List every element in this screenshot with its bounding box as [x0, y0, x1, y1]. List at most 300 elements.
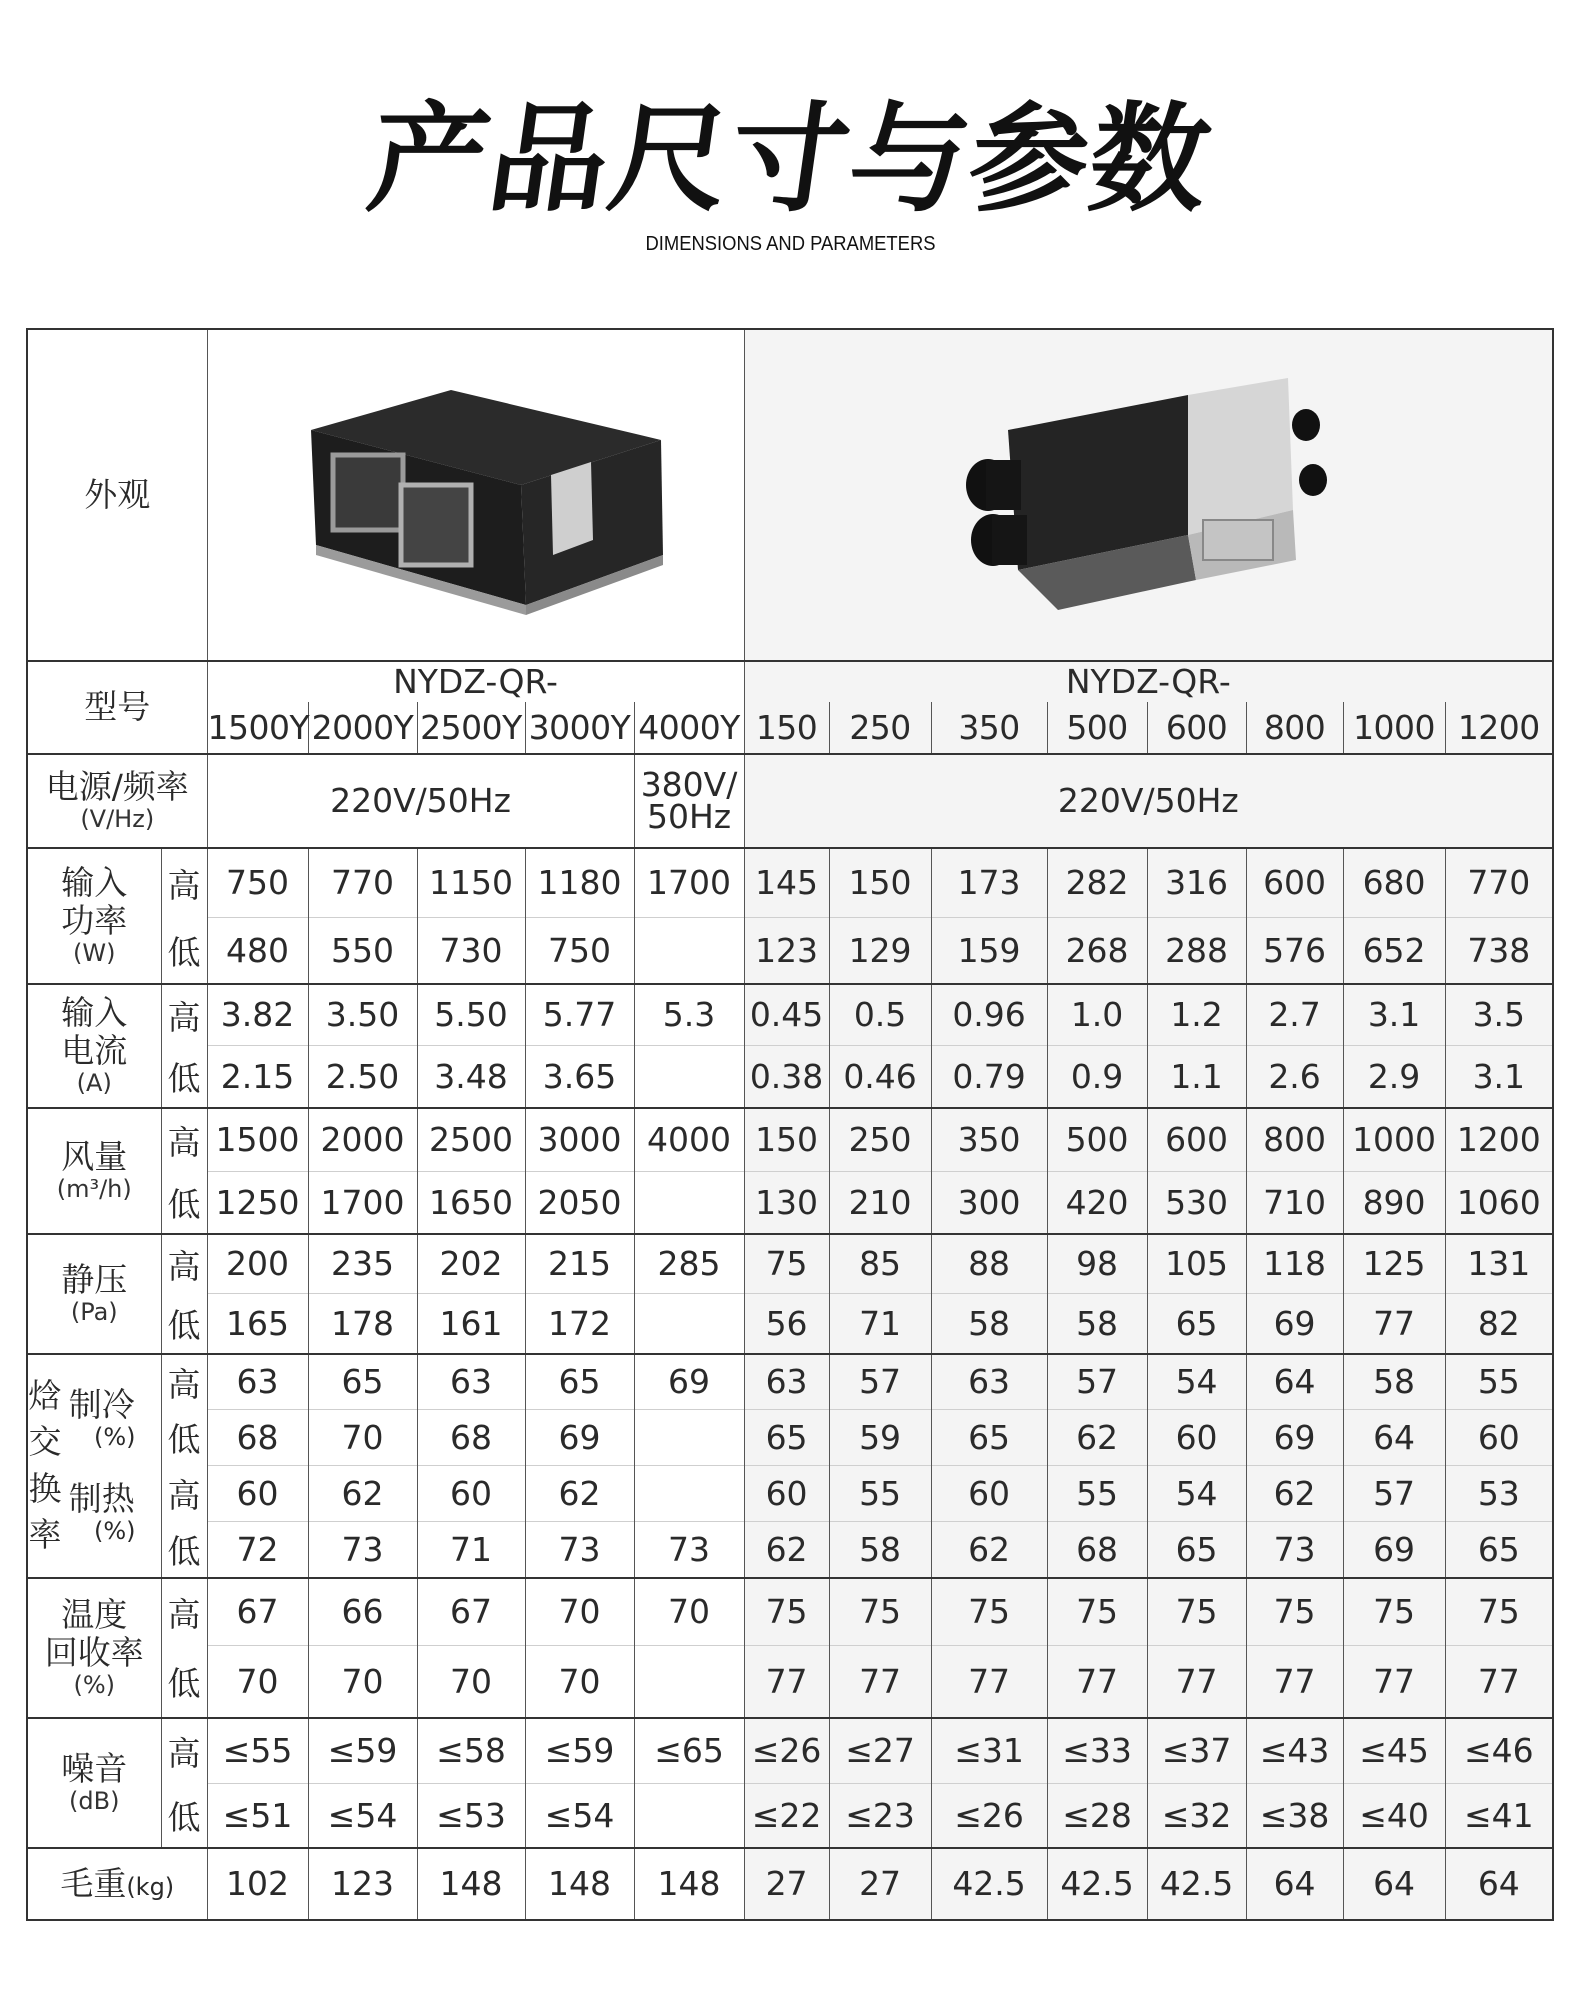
value-cell: 58 [1047, 1294, 1147, 1354]
value-cell: 0.79 [931, 1046, 1047, 1108]
value-cell: 1700 [308, 1172, 417, 1234]
value-cell: 1150 [417, 848, 525, 918]
value-cell: 60 [744, 1466, 829, 1522]
value-cell [634, 1646, 744, 1718]
value-cell [634, 1172, 744, 1234]
level-low: 低 [161, 918, 207, 984]
level-high: 高 [161, 1354, 207, 1410]
value-cell: 1250 [207, 1172, 308, 1234]
value-cell: 60 [207, 1466, 308, 1522]
value-cell: 57 [829, 1354, 931, 1410]
level-high: 高 [161, 1578, 207, 1646]
value-cell: 64 [1246, 1848, 1343, 1920]
value-cell: 285 [634, 1234, 744, 1294]
value-cell: 2.7 [1246, 984, 1343, 1046]
temp-recovery-label [27, 1578, 161, 1718]
value-cell: 316 [1147, 848, 1246, 918]
value-cell: 63 [417, 1354, 525, 1410]
value-cell: 2.9 [1343, 1046, 1445, 1108]
value-cell: ≤26 [744, 1718, 829, 1784]
value-cell: 66 [308, 1578, 417, 1646]
value-cell: 65 [1147, 1294, 1246, 1354]
label-text: 风量 [61, 1136, 128, 1176]
level-high: 高 [161, 848, 207, 918]
value-cell: ≤65 [634, 1718, 744, 1784]
value-cell: ≤22 [744, 1784, 829, 1848]
model-value: 800 [1246, 702, 1343, 754]
value-cell: ≤41 [1445, 1784, 1553, 1848]
value-cell: 72 [207, 1522, 308, 1578]
value-cell: 3.1 [1343, 984, 1445, 1046]
value-cell: 63 [931, 1354, 1047, 1410]
value-cell: 268 [1047, 918, 1147, 984]
value-cell: 800 [1246, 1108, 1343, 1172]
spec-body [27, 848, 1553, 1920]
value-cell: 200 [207, 1234, 308, 1294]
model-value: 150 [744, 702, 829, 754]
enthalpy-label-wrap [28, 1373, 161, 1558]
value-cell: 3.50 [308, 984, 417, 1046]
value-cell: 3.5 [1445, 984, 1553, 1046]
value-cell: 75 [1343, 1578, 1445, 1646]
value-cell: 118 [1246, 1234, 1343, 1294]
value-cell: 125 [1343, 1234, 1445, 1294]
model-value: 250 [829, 702, 931, 754]
value-cell [634, 918, 744, 984]
value-cell: 350 [931, 1108, 1047, 1172]
value-cell: 530 [1147, 1172, 1246, 1234]
value-cell: 58 [931, 1294, 1047, 1354]
value-cell: 1650 [417, 1172, 525, 1234]
heating-unit: (%) [94, 1516, 136, 1545]
value-cell: 148 [525, 1848, 634, 1920]
model-value: 350 [931, 702, 1047, 754]
value-cell: 235 [308, 1234, 417, 1294]
value-cell: 42.5 [1147, 1848, 1246, 1920]
value-cell: 165 [207, 1294, 308, 1354]
label-text: 功率 [61, 900, 128, 940]
gross-weight-label [27, 1848, 207, 1920]
value-cell: ≤51 [207, 1784, 308, 1848]
page-subtitle: DIMENSIONS AND PARAMETERS [645, 233, 936, 255]
value-cell: 161 [417, 1294, 525, 1354]
value-cell: 65 [744, 1410, 829, 1466]
value-cell: 652 [1343, 918, 1445, 984]
gross-weight-label-text: 毛重 [60, 1863, 127, 1903]
value-cell: 69 [634, 1354, 744, 1410]
value-cell: ≤27 [829, 1718, 931, 1784]
value-cell: 73 [1246, 1522, 1343, 1578]
enthalpy-label-char: 交 [28, 1422, 62, 1462]
value-cell: 75 [744, 1234, 829, 1294]
value-cell: 600 [1147, 1108, 1246, 1172]
value-cell: 129 [829, 918, 931, 984]
static-pressure-label [27, 1234, 161, 1354]
value-cell: 68 [417, 1410, 525, 1466]
model-prefix-left: NYDZ-QR- [207, 661, 744, 702]
value-cell: 0.5 [829, 984, 931, 1046]
value-cell: 64 [1343, 1848, 1445, 1920]
value-cell: 70 [525, 1578, 634, 1646]
value-cell: 70 [417, 1646, 525, 1718]
value-cell: 71 [417, 1522, 525, 1578]
value-cell: 60 [417, 1466, 525, 1522]
value-cell: 67 [207, 1578, 308, 1646]
value-cell: 3.48 [417, 1046, 525, 1108]
value-cell: 215 [525, 1234, 634, 1294]
label-text: 输入 [61, 862, 128, 902]
value-cell: 62 [931, 1522, 1047, 1578]
product-image-large [207, 329, 744, 661]
value-cell: 1180 [525, 848, 634, 918]
value-cell: 55 [829, 1466, 931, 1522]
value-cell: 750 [525, 918, 634, 984]
value-cell: ≤26 [931, 1784, 1047, 1848]
level-low: 低 [161, 1294, 207, 1354]
value-cell: 67 [417, 1578, 525, 1646]
value-cell: 710 [1246, 1172, 1343, 1234]
value-cell: 63 [207, 1354, 308, 1410]
value-cell: 2.15 [207, 1046, 308, 1108]
value-cell: 75 [1445, 1578, 1553, 1646]
value-cell: 1700 [634, 848, 744, 918]
level-low: 低 [161, 1046, 207, 1108]
value-cell: 75 [1246, 1578, 1343, 1646]
value-cell: 0.9 [1047, 1046, 1147, 1108]
value-cell: ≤38 [1246, 1784, 1343, 1848]
value-cell: 0.38 [744, 1046, 829, 1108]
value-cell: 150 [744, 1108, 829, 1172]
input-power-label [27, 848, 161, 984]
value-cell: 70 [525, 1646, 634, 1718]
value-cell: 57 [1343, 1466, 1445, 1522]
value-cell: 1060 [1445, 1172, 1553, 1234]
value-cell: 82 [1445, 1294, 1553, 1354]
level-high: 高 [161, 1718, 207, 1784]
value-cell: 105 [1147, 1234, 1246, 1294]
value-cell: 500 [1047, 1108, 1147, 1172]
value-cell: 77 [1343, 1294, 1445, 1354]
value-cell: 3000 [525, 1108, 634, 1172]
value-cell: 70 [308, 1646, 417, 1718]
value-cell: 54 [1147, 1466, 1246, 1522]
value-cell: 75 [1147, 1578, 1246, 1646]
power-supply-4000y [634, 754, 744, 848]
value-cell: ≤58 [417, 1718, 525, 1784]
model-value: 1500Y [207, 702, 308, 754]
value-cell: 3.82 [207, 984, 308, 1046]
value-cell: 85 [829, 1234, 931, 1294]
unit-text: (m³/h) [56, 1174, 132, 1203]
value-cell: 420 [1047, 1172, 1147, 1234]
value-cell: 738 [1445, 918, 1553, 984]
value-cell: 1200 [1445, 1108, 1553, 1172]
value-cell: 77 [1445, 1646, 1553, 1718]
value-cell: 173 [931, 848, 1047, 918]
value-cell: 250 [829, 1108, 931, 1172]
product-image-small [744, 329, 1553, 661]
unit-text: (dB) [69, 1786, 120, 1815]
value-cell: 60 [1445, 1410, 1553, 1466]
value-cell: 71 [829, 1294, 931, 1354]
value-cell: 77 [1246, 1646, 1343, 1718]
input-current-label [27, 984, 161, 1108]
value-cell: 59 [829, 1410, 931, 1466]
cooling-unit: (%) [94, 1423, 136, 1451]
value-cell: 5.3 [634, 984, 744, 1046]
power-supply-unit: (V/Hz) [80, 804, 155, 833]
value-cell: 77 [1047, 1646, 1147, 1718]
value-cell: 1.2 [1147, 984, 1246, 1046]
value-cell: 5.50 [417, 984, 525, 1046]
value-cell [634, 1046, 744, 1108]
large-unit-image [281, 370, 671, 620]
value-cell: 57 [1047, 1354, 1147, 1410]
value-cell: ≤40 [1343, 1784, 1445, 1848]
value-cell: 2500 [417, 1108, 525, 1172]
value-cell: 2.50 [308, 1046, 417, 1108]
value-cell: 2.6 [1246, 1046, 1343, 1108]
cooling-label: 制冷 [68, 1385, 135, 1425]
value-cell: 2050 [525, 1172, 634, 1234]
value-cell: 77 [931, 1646, 1047, 1718]
value-cell: 70 [634, 1578, 744, 1646]
unit-text: (A) [76, 1068, 112, 1097]
value-cell: ≤28 [1047, 1784, 1147, 1848]
value-cell: ≤37 [1147, 1718, 1246, 1784]
value-cell: 98 [1047, 1234, 1147, 1294]
model-value: 500 [1047, 702, 1147, 754]
value-cell: 148 [417, 1848, 525, 1920]
value-cell: 288 [1147, 918, 1246, 984]
appearance-label: 外观 [27, 329, 207, 661]
unit-text: (W) [73, 938, 116, 967]
power-supply-right: 220V/50Hz [744, 754, 1553, 848]
value-cell: 55 [1445, 1354, 1553, 1410]
value-cell: ≤31 [931, 1718, 1047, 1784]
value-cell: 4000 [634, 1108, 744, 1172]
label-text: 回收率 [44, 1632, 144, 1672]
model-value: 4000Y [634, 702, 744, 754]
value-cell: ≤59 [525, 1718, 634, 1784]
spec-table [26, 328, 1554, 1921]
value-cell: 60 [931, 1466, 1047, 1522]
value-cell: 0.96 [931, 984, 1047, 1046]
value-cell: 60 [1147, 1410, 1246, 1466]
value-cell: 77 [1147, 1646, 1246, 1718]
enthalpy-label-char: 焓 [28, 1376, 62, 1416]
level-high: 高 [161, 1466, 207, 1522]
value-cell: 102 [207, 1848, 308, 1920]
value-cell: 58 [1343, 1354, 1445, 1410]
value-cell: 77 [1343, 1646, 1445, 1718]
value-cell: 54 [1147, 1354, 1246, 1410]
value-cell: 1.1 [1147, 1046, 1246, 1108]
value-cell: 73 [525, 1522, 634, 1578]
value-cell: 3.65 [525, 1046, 634, 1108]
value-cell: ≤46 [1445, 1718, 1553, 1784]
value-cell: 65 [1147, 1522, 1246, 1578]
model-value: 1000 [1343, 702, 1445, 754]
value-cell: 770 [308, 848, 417, 918]
level-low: 低 [161, 1784, 207, 1848]
model-value: 2500Y [417, 702, 525, 754]
value-cell: 73 [634, 1522, 744, 1578]
label-text: 噪音 [61, 1748, 128, 1788]
power-supply-label-text: 电源/频率 [45, 766, 189, 806]
value-cell: 64 [1246, 1354, 1343, 1410]
model-label: 型号 [27, 661, 207, 754]
value-cell: 65 [525, 1354, 634, 1410]
value-cell: 65 [308, 1354, 417, 1410]
power-supply-label [27, 754, 207, 848]
value-cell: 123 [744, 918, 829, 984]
value-cell: 2000 [308, 1108, 417, 1172]
value-cell [634, 1410, 744, 1466]
value-cell [634, 1294, 744, 1354]
gross-weight-unit: (kg) [126, 1872, 175, 1901]
unit-text: (%) [73, 1670, 116, 1699]
value-cell: 64 [1343, 1410, 1445, 1466]
value-cell: 0.46 [829, 1046, 931, 1108]
value-cell: 1000 [1343, 1108, 1445, 1172]
value-cell: 131 [1445, 1234, 1553, 1294]
value-cell: 62 [1246, 1466, 1343, 1522]
value-cell: ≤33 [1047, 1718, 1147, 1784]
value-cell: 63 [744, 1354, 829, 1410]
value-cell: 159 [931, 918, 1047, 984]
value-cell: 68 [1047, 1522, 1147, 1578]
value-cell: 75 [829, 1578, 931, 1646]
value-cell: 300 [931, 1172, 1047, 1234]
value-cell: 69 [1246, 1294, 1343, 1354]
value-cell: 27 [744, 1848, 829, 1920]
value-cell: 70 [207, 1646, 308, 1718]
value-cell: 145 [744, 848, 829, 918]
label-text: 电流 [61, 1030, 128, 1070]
value-cell: 576 [1246, 918, 1343, 984]
value-cell: 123 [308, 1848, 417, 1920]
power-supply-4000y-a: 380V/ [640, 765, 738, 805]
value-cell: 3.1 [1445, 1046, 1553, 1108]
value-cell: ≤59 [308, 1718, 417, 1784]
level-high: 高 [161, 1234, 207, 1294]
value-cell: 172 [525, 1294, 634, 1354]
value-cell: 480 [207, 918, 308, 984]
value-cell: 42.5 [1047, 1848, 1147, 1920]
heating-label: 制热 [68, 1478, 135, 1518]
value-cell: 62 [308, 1466, 417, 1522]
value-cell: 148 [634, 1848, 744, 1920]
enthalpy-label-char: 换 [28, 1468, 62, 1508]
value-cell: ≤43 [1246, 1718, 1343, 1784]
value-cell [634, 1466, 744, 1522]
value-cell: 5.77 [525, 984, 634, 1046]
value-cell: 75 [1047, 1578, 1147, 1646]
value-cell: ≤54 [525, 1784, 634, 1848]
value-cell: 890 [1343, 1172, 1445, 1234]
value-cell: 77 [744, 1646, 829, 1718]
label-text: 温度 [61, 1594, 128, 1634]
model-value: 3000Y [525, 702, 634, 754]
value-cell: 600 [1246, 848, 1343, 918]
value-cell: 70 [308, 1410, 417, 1466]
value-cell: 550 [308, 918, 417, 984]
value-cell: 770 [1445, 848, 1553, 918]
power-supply-left: 220V/50Hz [207, 754, 634, 848]
value-cell: 178 [308, 1294, 417, 1354]
value-cell: ≤53 [417, 1784, 525, 1848]
value-cell: 68 [207, 1410, 308, 1466]
value-cell: 1.0 [1047, 984, 1147, 1046]
value-cell: 62 [1047, 1410, 1147, 1466]
value-cell: 55 [1047, 1466, 1147, 1522]
value-cell: 69 [1343, 1522, 1445, 1578]
model-value: 1200 [1445, 702, 1553, 754]
value-cell: 75 [931, 1578, 1047, 1646]
value-cell [634, 1784, 744, 1848]
value-cell: ≤32 [1147, 1784, 1246, 1848]
value-cell: 42.5 [931, 1848, 1047, 1920]
value-cell: 88 [931, 1234, 1047, 1294]
value-cell: 0.45 [744, 984, 829, 1046]
value-cell: 64 [1445, 1848, 1553, 1920]
page-title: 产品尺寸与参数 [360, 90, 1221, 228]
level-low: 低 [161, 1172, 207, 1234]
label-text: 输入 [61, 992, 128, 1032]
value-cell: 750 [207, 848, 308, 918]
airflow-label [27, 1108, 161, 1234]
model-value: 2000Y [308, 702, 417, 754]
value-cell: 62 [525, 1466, 634, 1522]
value-cell: 58 [829, 1522, 931, 1578]
level-high: 高 [161, 1108, 207, 1172]
noise-label [27, 1718, 161, 1848]
value-cell: 75 [744, 1578, 829, 1646]
enthalpy-sublabels [68, 1386, 136, 1545]
value-cell: 77 [829, 1646, 931, 1718]
enthalpy-label [27, 1354, 161, 1578]
value-cell: 65 [931, 1410, 1047, 1466]
value-cell: 62 [744, 1522, 829, 1578]
value-cell: 130 [744, 1172, 829, 1234]
small-unit-image [948, 370, 1348, 620]
value-cell: 27 [829, 1848, 931, 1920]
enthalpy-vertical-label [28, 1373, 62, 1558]
value-cell: 1500 [207, 1108, 308, 1172]
model-prefix-right: NYDZ-QR- [744, 661, 1553, 702]
label-text: 静压 [61, 1259, 128, 1299]
value-cell: 730 [417, 918, 525, 984]
level-low: 低 [161, 1410, 207, 1466]
model-value: 600 [1147, 702, 1246, 754]
enthalpy-label-char: 率 [28, 1514, 62, 1554]
level-low: 低 [161, 1646, 207, 1718]
value-cell: 202 [417, 1234, 525, 1294]
value-cell: 150 [829, 848, 931, 918]
value-cell: 282 [1047, 848, 1147, 918]
level-low: 低 [161, 1522, 207, 1578]
unit-text: (Pa) [70, 1297, 118, 1326]
value-cell: ≤55 [207, 1718, 308, 1784]
value-cell: 53 [1445, 1466, 1553, 1522]
value-cell: 69 [1246, 1410, 1343, 1466]
value-cell: 73 [308, 1522, 417, 1578]
value-cell: ≤45 [1343, 1718, 1445, 1784]
value-cell: 210 [829, 1172, 931, 1234]
power-supply-4000y-b: 50Hz [646, 796, 732, 836]
level-high: 高 [161, 984, 207, 1046]
